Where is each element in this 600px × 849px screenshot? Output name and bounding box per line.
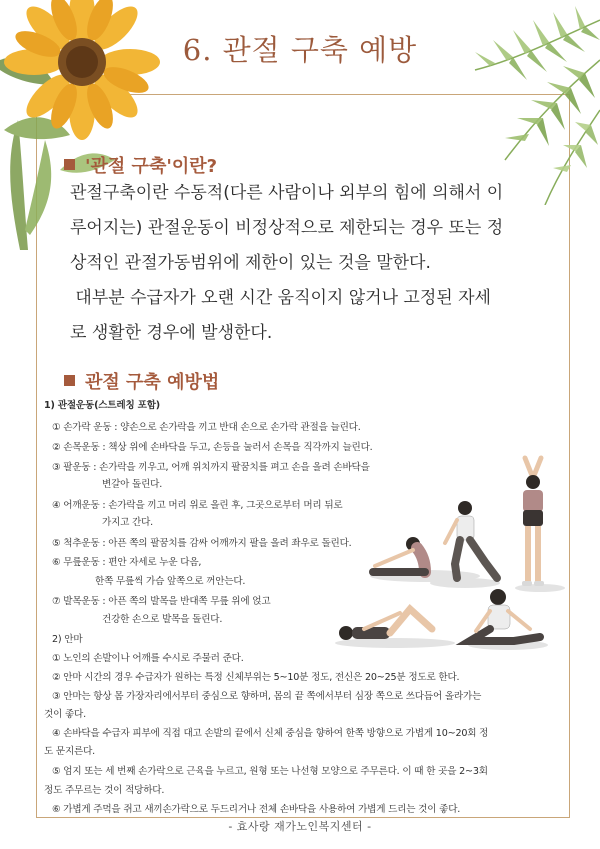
exercise-item-continued: 한쪽 무릎씩 가슴 앞쪽으로 꺼안는다. <box>95 576 246 587</box>
footer: - 효사랑 재가노인복지센터 - <box>228 820 372 833</box>
definition-line: 로 생활한 경우에 발생한다. <box>70 323 273 343</box>
massage-item-continued: 정도 주무르는 것이 적당하다. <box>44 785 165 796</box>
exercise-item-continued: 건강한 손으로 발목을 돌린다. <box>102 614 223 625</box>
section-heading-prevention <box>64 368 219 394</box>
kneeling-stretch-figure <box>445 501 497 578</box>
square-bullet-icon <box>64 159 75 170</box>
massage-item: ⑥ 가볍게 주먹을 쥐고 새끼손가락으로 두드리거나 전체 손바닥을 사용하여 가볍게 드리는 것이 좋다. <box>52 804 461 815</box>
section-heading-text: 관절 구축 예방법 <box>85 372 220 393</box>
exercise-item: ⑤ 척추운동 : 아픈 쪽의 팔꿈치를 감싸 어깨까지 팔을 올려 좌우로 돌린다. <box>52 538 352 549</box>
standing-stretch-figure <box>522 458 544 586</box>
lying-knee-hug-figure <box>335 609 455 648</box>
massage-item: ② 안마 시간의 경우 수급자가 원하는 특정 신체부위는 5~10분 정도, 전신은 20~25분 정도로 한다. <box>52 672 460 683</box>
definition-line: 상적인 관절가동범위에 제한이 있는 것을 말한다. <box>70 253 431 273</box>
massage-item: ① 노인의 손발이나 어깨를 수시로 주물러 준다. <box>52 653 244 664</box>
exercise-item: ① 손가락 운동 : 양손으로 손가락을 끼고 반대 손으로 손가락 관절을 늘린다. <box>52 422 361 433</box>
exercise-item: ⑦ 발목운동 : 아픈 쪽의 발목을 반대쪽 무릎 위에 얹고 <box>52 596 271 607</box>
massage-item-continued: 도 문지른다. <box>44 746 96 757</box>
exercise-item: ④ 어깨운동 : 손가락을 끼고 머리 위로 올린 후, 그곳으로부터 머리 뒤로 <box>52 500 343 511</box>
exercise-item-continued: 가지고 간다. <box>102 517 154 528</box>
seated-stretch-figure <box>373 537 425 572</box>
definition-line: 대부분 수급자가 오랜 시간 움직이지 않거나 고정된 자세 <box>70 288 491 308</box>
massage-item: ④ 손바닥을 수급자 피부에 직접 대고 손발의 끝에서 신체 중심을 향하여 한쪽 방향으로 가볍게 10~20회 정 <box>52 728 489 739</box>
exercise-item: ③ 팔운동 : 손가락을 끼우고, 어깨 위치까지 팔꿈치를 펴고 손을 올려 손바닥을 <box>52 462 370 473</box>
subheading-joint-exercise: 1) 관절운동(스트레칭 포함) <box>44 400 160 411</box>
massage-item: ⑤ 엄지 또는 세 번째 손가락으로 근육을 누르고, 원형 또는 나선형 모양으로 주무른다. 이 때 한 곳을 2~3회 <box>52 766 488 777</box>
square-bullet-icon <box>64 375 75 386</box>
definition-paragraph <box>70 176 540 351</box>
section-heading-definition <box>64 152 217 178</box>
massage-item-continued: 것이 좋다. <box>44 709 86 720</box>
exercise-illustration-lower <box>330 585 555 655</box>
subheading-massage: 2) 안마 <box>52 634 83 645</box>
massage-item: ③ 안마는 항상 몸 가장자리에서부터 중심으로 향하며, 몸의 끝 쪽에서부터 심장 쪽으로 쓰다듬어 올라가는 <box>52 691 482 702</box>
section-heading-text: '관절 구축'이란? <box>85 156 218 177</box>
definition-line: 루어지는) 관절운동이 비정상적으로 제한되는 경우 또는 정 <box>70 218 504 238</box>
exercise-item-continued: 변갈아 돌린다. <box>102 479 163 490</box>
definition-line: 관절구축이란 수동적(다른 사람이나 외부의 힘에 의해서 이 <box>70 183 504 203</box>
seated-ankle-figure <box>468 589 548 650</box>
page-title: 6. 관절 구축 예방 <box>182 33 418 67</box>
exercise-item: ② 손목운동 : 책상 위에 손바닥을 두고, 손등을 눌러서 손목을 직각까지 늘린다. <box>52 442 373 453</box>
exercise-item: ⑥ 무릎운동 : 편안 자세로 누운 다음, <box>52 557 202 568</box>
